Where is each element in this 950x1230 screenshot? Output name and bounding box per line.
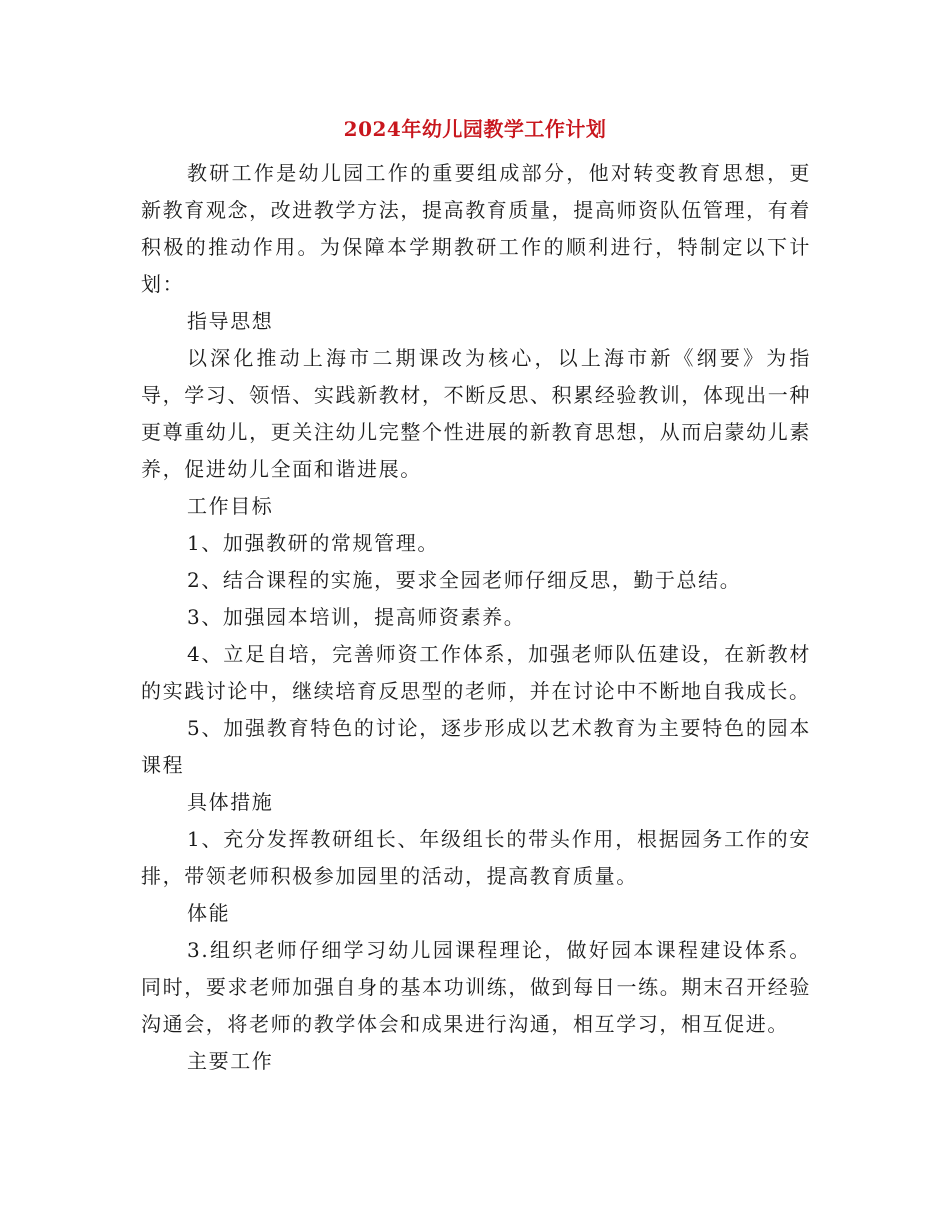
- goal-item-2: 2、结合课程的实施，要求全园老师仔细反思，勤于总结。: [187, 568, 742, 592]
- goal-item-3: 3、加强园本培训，提高师资素养。: [187, 605, 526, 629]
- section-heading-measures: 具体措施: [187, 790, 274, 814]
- section-heading-work-goals: 工作目标: [187, 494, 274, 518]
- document-title: 2024年幼儿园教学工作计划: [343, 117, 607, 141]
- section-heading-main-work: 主要工作: [187, 1049, 274, 1073]
- section-heading-guiding-ideology: 指导思想: [187, 309, 274, 333]
- goal-item-4: 4、立足自培，完善师资工作体系，加强老师队伍建设，在新教材的实践讨论中，继续培育反思型的老师，并在讨论中不断地自我成长。: [141, 642, 811, 703]
- intro-paragraph: 教研工作是幼儿园工作的重要组成部分，他对转变教育思想，更新教育观念，改进教学方法，提高教育质量，提高师资队伍管理，有着积极的推动作用。为保障本学期教研工作的顺利进行，特制定以下计划：: [141, 161, 811, 296]
- section-heading-physical: 体能: [187, 901, 231, 925]
- document-body: [141, 155, 811, 1080]
- goal-item-5: 5、加强教育特色的讨论，逐步形成以艺术教育为主要特色的园本课程: [141, 716, 811, 777]
- goal-item-1: 1、加强教研的常规管理。: [187, 531, 439, 555]
- measure-item-3: 3.组织老师仔细学习幼儿园课程理论，做好园本课程建设体系。同时，要求老师加强自身的基本功训练，做到每日一练。期末召开经验沟通会，将老师的教学体会和成果进行沟通，相互学习，相互促进。: [141, 938, 811, 1036]
- guiding-ideology-paragraph: 以深化推动上海市二期课改为核心，以上海市新《纲要》为指导，学习、领悟、实践新教材，不断反思、积累经验教训，体现出一种更尊重幼儿，更关注幼儿完整个性进展的新教育思想，从而启蒙幼儿素养，促进幼儿全面和谐进展。: [141, 346, 811, 481]
- measure-item-1: 1、充分发挥教研组长、年级组长的带头作用，根据园务工作的安排，带领老师积极参加园里的活动，提高教育质量。: [141, 827, 811, 888]
